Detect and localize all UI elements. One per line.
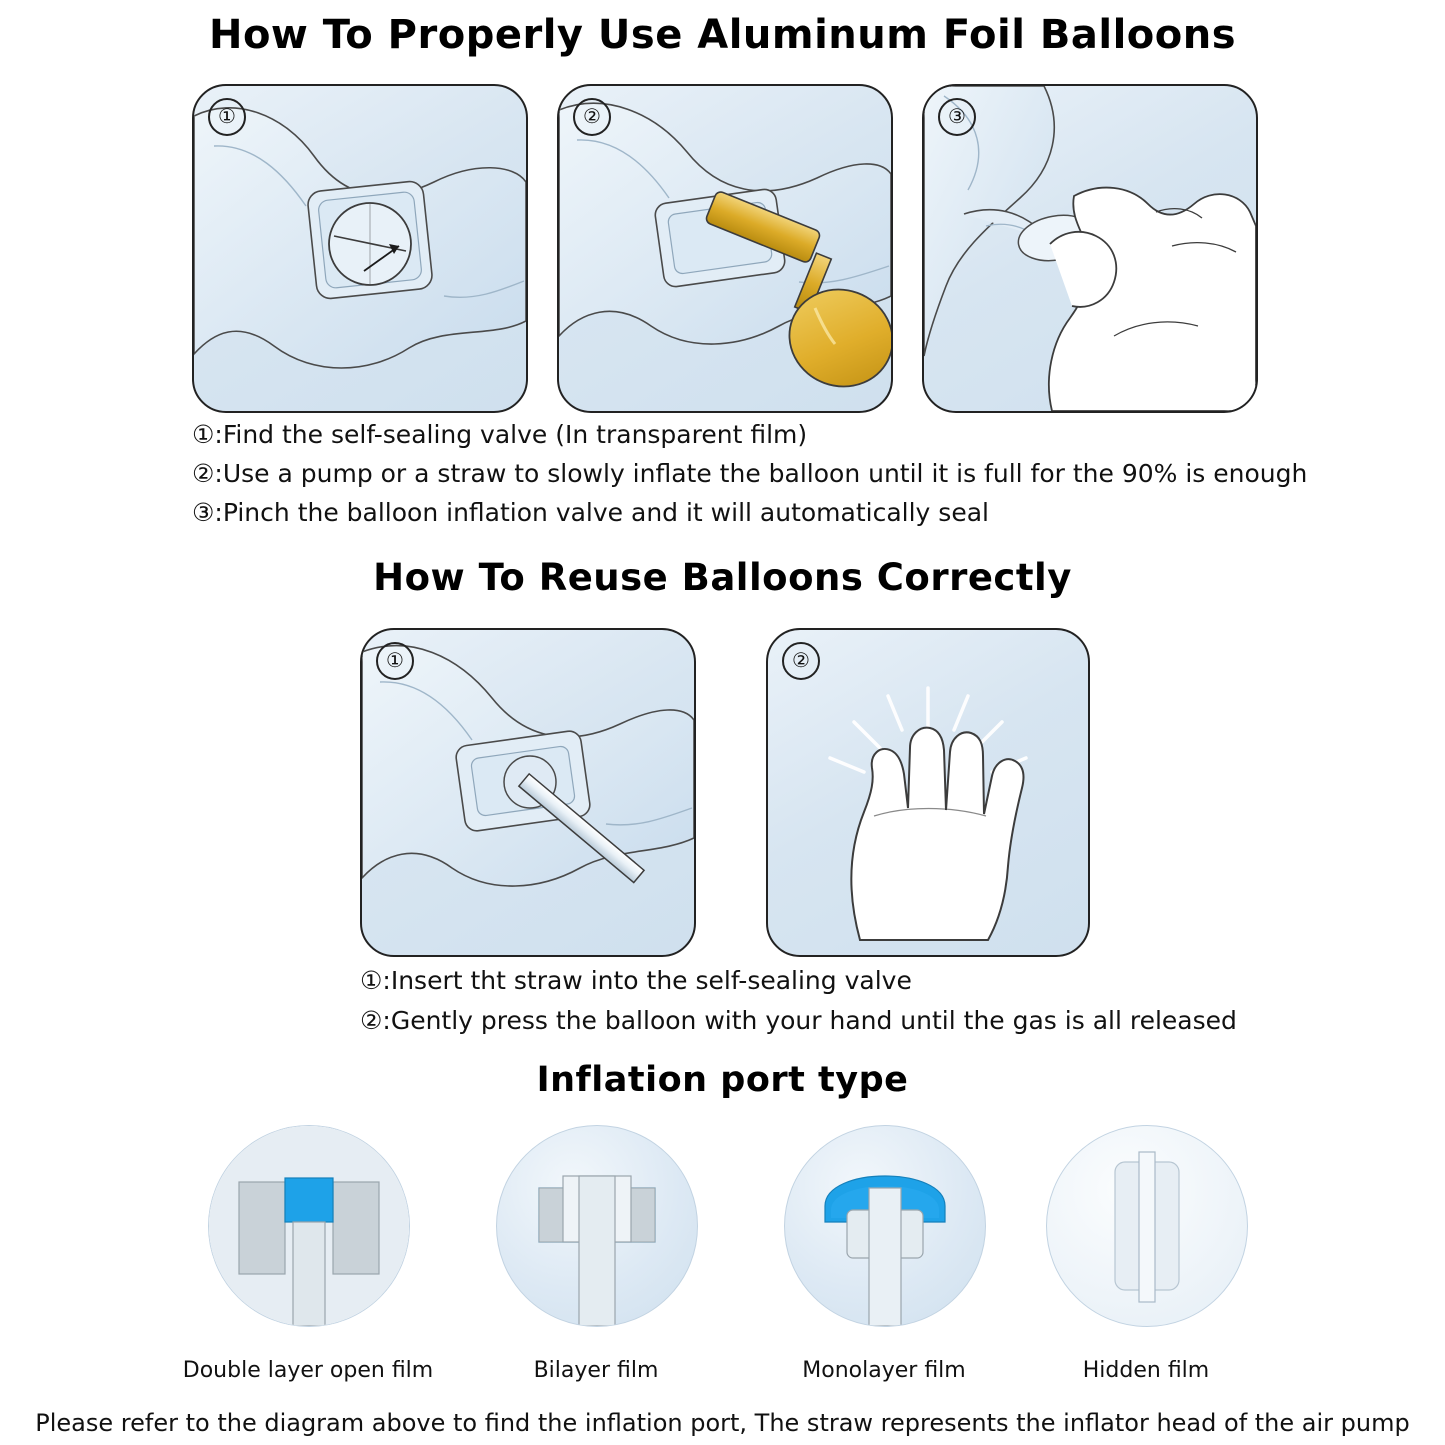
port-bilayer-film	[496, 1125, 698, 1327]
step-badge-3: ③	[938, 98, 976, 136]
panel-reuse-2	[766, 628, 1090, 957]
illustration-inflate-pump	[559, 86, 891, 411]
caption-reuse-2: ②:Gently press the balloon with your hand until the gas is all released	[360, 1006, 1237, 1035]
step-badge-2: ②	[573, 98, 611, 136]
caption-step-3: ③:Pinch the balloon inflation valve and it will automatically seal	[192, 498, 989, 527]
reuse-badge-1: ①	[376, 642, 414, 680]
section-title-reuse: How To Reuse Balloons Correctly	[373, 556, 1072, 599]
illustration-insert-straw	[362, 630, 694, 955]
port-monolayer-film	[784, 1125, 986, 1327]
port-diagram-hidden	[1047, 1126, 1247, 1326]
panel-reuse-1	[360, 628, 696, 957]
reuse-badge-2: ②	[782, 642, 820, 680]
port-diagram-double-layer	[209, 1126, 409, 1326]
illustration-find-valve	[194, 86, 526, 411]
caption-reuse-1: ①:Insert tht straw into the self-sealing valve	[360, 966, 912, 995]
section-title-use: How To Properly Use Aluminum Foil Balloons	[208, 12, 1237, 58]
panel-step-2	[557, 84, 893, 413]
port-hidden-film	[1046, 1125, 1248, 1327]
port-diagram-monolayer	[785, 1126, 985, 1326]
step-badge-1: ①	[208, 98, 246, 136]
port-label-2: Bilayer film	[533, 1358, 659, 1383]
port-label-3: Monolayer film	[802, 1358, 966, 1383]
port-diagram-bilayer	[497, 1126, 697, 1326]
caption-step-2: ②:Use a pump or a straw to slowly inflate the balloon until it is full for the 90% is enough	[192, 459, 1308, 488]
illustration-press-hand	[768, 630, 1088, 955]
panel-step-1	[192, 84, 528, 413]
port-label-1: Double layer open film	[182, 1358, 434, 1383]
port-label-4: Hidden film	[1082, 1358, 1210, 1383]
port-double-layer-open-film	[208, 1125, 410, 1327]
port-footnote: Please refer to the diagram above to find the inflation port, The straw represents the inflator head of the air pump	[35, 1409, 1410, 1437]
section-title-port: Inflation port type	[536, 1060, 909, 1100]
caption-step-1: ①:Find the self-sealing valve (In transparent film)	[192, 420, 808, 449]
panel-step-3	[922, 84, 1258, 413]
illustration-pinch-valve	[924, 86, 1256, 411]
